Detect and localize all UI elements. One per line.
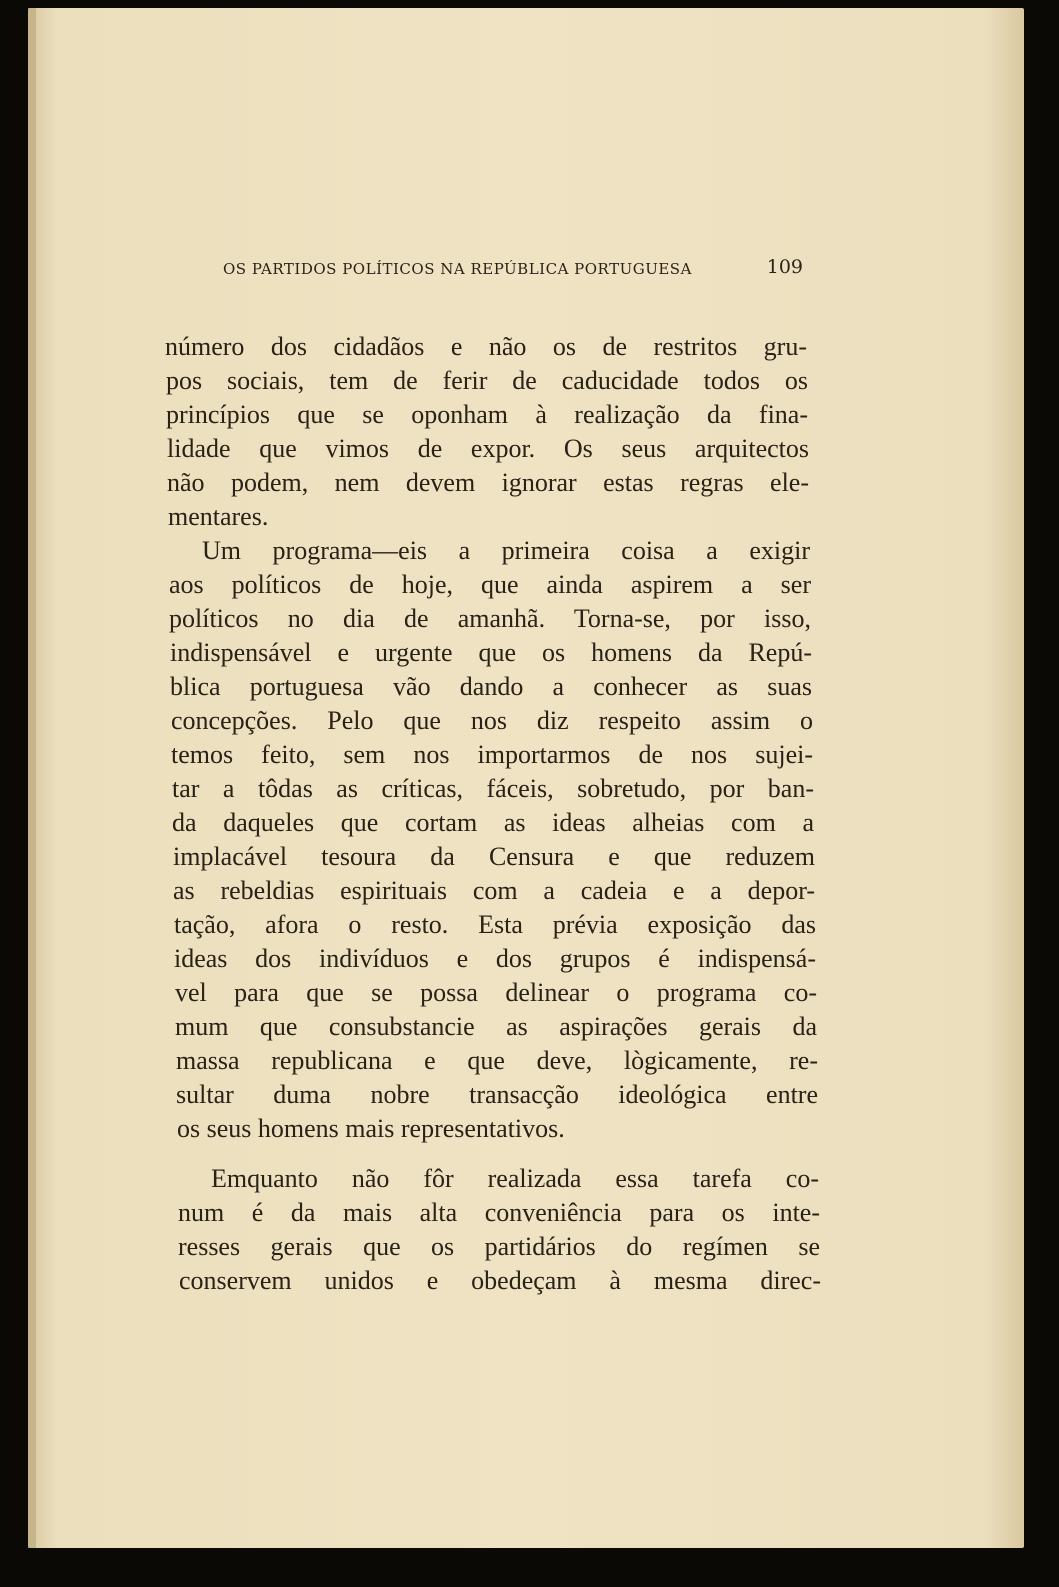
text-line: conservem unidos e obedeçam à mesma direc- <box>179 1266 821 1295</box>
text-line: pos sociais, tem de ferir de caducidade todos os <box>166 366 808 395</box>
text-line: tação, afora o resto. Esta prévia exposição das <box>174 910 816 939</box>
text-line: princípios que se oponham à realização da fina- <box>166 400 808 429</box>
text-line: não podem, nem devem ignorar estas regras ele- <box>167 468 809 497</box>
text-line: políticos no dia de amanhã. Torna-se, por isso, <box>169 604 811 633</box>
text-line: num é da mais alta conveniência para os inte- <box>178 1198 820 1227</box>
text-line: indispensável e urgente que os homens da Repú- <box>170 638 812 667</box>
page-gutter <box>28 8 36 1548</box>
text-line: da daqueles que cortam as ideas alheias com a <box>172 808 814 837</box>
text-line: Emquanto não fôr realizada essa tarefa co- <box>211 1164 819 1193</box>
text-line: mum que consubstancie as aspirações gerais da <box>175 1012 817 1041</box>
header-title: OS PARTIDOS POLÍTICOS NA REPÚBLICA PORTUGUESA <box>223 260 692 278</box>
text-line: mentares. <box>168 502 269 531</box>
text-line: lidade que vimos de expor. Os seus arquitectos <box>167 434 809 463</box>
text-line: temos feito, sem nos importarmos de nos sujei- <box>171 740 813 769</box>
text-line: concepções. Pelo que nos diz respeito assim o <box>171 706 813 735</box>
text-line: sultar duma nobre transacção ideológica entre <box>176 1080 818 1109</box>
text-line: tar a tôdas as críticas, fáceis, sobretudo, por ban- <box>172 774 814 803</box>
text-line: vel para que se possa delinear o programa co- <box>175 978 817 1007</box>
text-line: número dos cidadãos e não os de restritos gru- <box>165 332 807 361</box>
text-line: blica portuguesa vão dando a conhecer as suas <box>170 672 812 701</box>
text-line: aos políticos de hoje, que ainda aspirem a ser <box>169 570 811 599</box>
text-line: os seus homens mais representativos. <box>177 1114 565 1143</box>
text-line: resses gerais que os partidários do regímen se <box>178 1232 820 1261</box>
text-line: ideas dos indivíduos e dos grupos é indispensá- <box>174 944 816 973</box>
text-line: massa republicana e que deve, lògicamente, re- <box>176 1046 818 1075</box>
text-line: implacável tesoura da Censura e que reduzem <box>173 842 815 871</box>
text-line: Um programa—eis a primeira coisa a exigir <box>202 536 810 565</box>
running-header <box>223 256 803 286</box>
text-line: as rebeldias espirituais com a cadeia e a depor- <box>173 876 815 905</box>
page-number: 109 <box>766 256 803 278</box>
